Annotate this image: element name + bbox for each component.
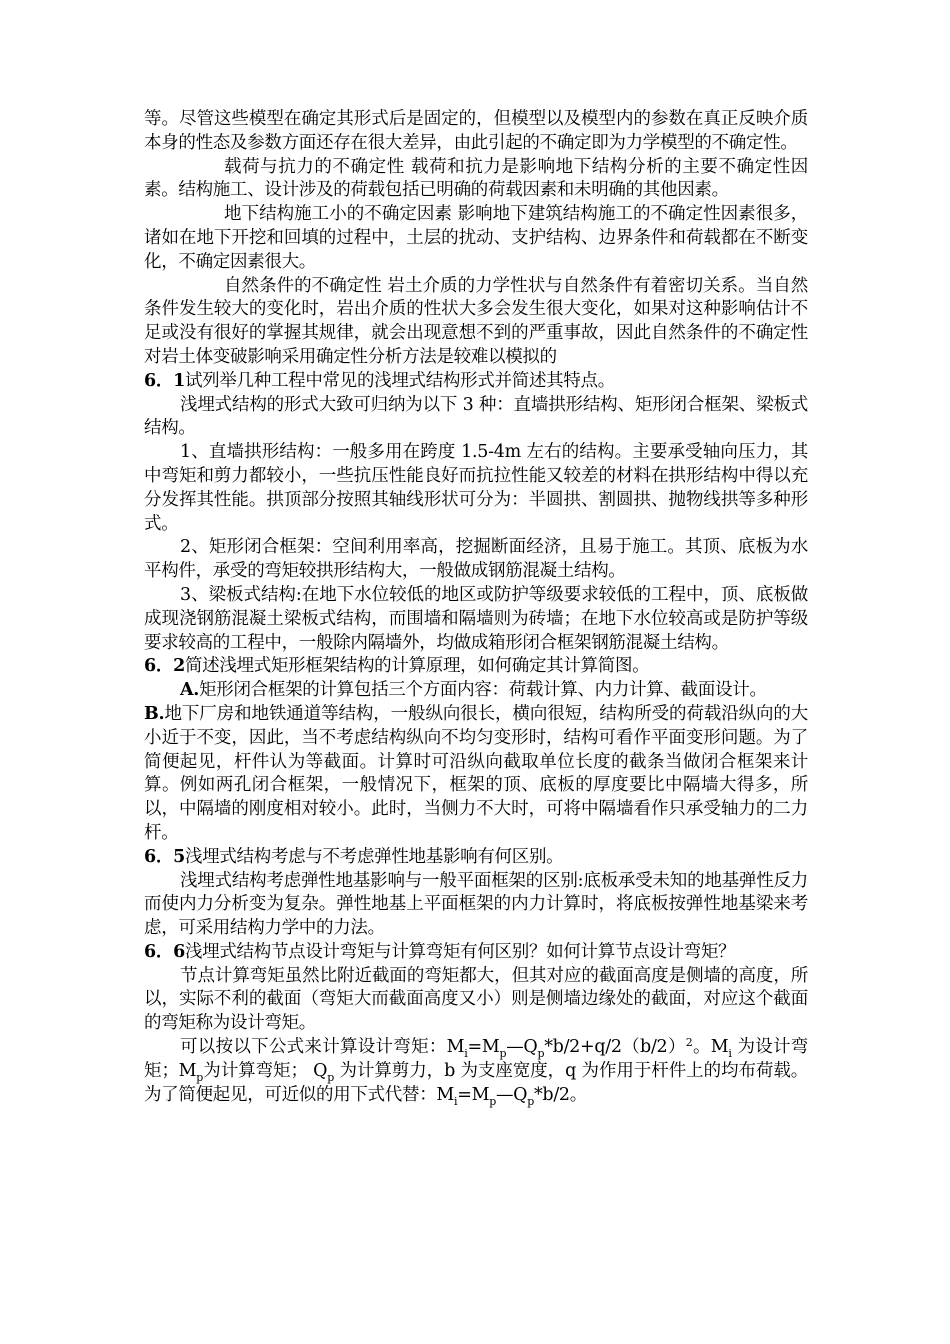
formula-text: *b/2+q/2（b/2） [544,1037,686,1058]
answer-6-2-a [144,679,808,703]
formula-text: 。M [692,1037,729,1058]
question-text: 试列举几种工程中常见的浅埋式结构形式并简述其特点。 [184,370,615,391]
answer-6-1-intro: 浅埋式结构的形式大致可归纳为以下 3 种：直墙拱形结构、矩形闭合框架、梁板式结构。 [144,394,808,439]
question-6-6 [144,941,808,965]
answer-6-6-formula [144,1036,808,1107]
answer-6-2-b [144,703,808,846]
document-page [144,108,808,1107]
question-6-5 [144,846,808,870]
formula-text: =M [457,1084,490,1105]
formula-text: 为计算弯矩； Q [203,1060,328,1081]
answer-6-1-item-3: 3、梁板式结构:在地下水位较低的地区或防护等级要求较低的工程中，顶、底板做成现浇钢筋混凝土梁板式结构，而围墙和隔墙则为砖墙；在地下水位较高或是防护等级要求较高的工程中，一般除内隔墙外，均做成箱形闭合框架钢筋混凝土结构。 [144,584,808,653]
formula-text: 可以按以下公式来计算设计弯矩：M [180,1037,465,1058]
answer-6-6-part-1: 节点计算弯矩虽然比附近截面的弯矩都大，但其对应的截面高度是侧墙的高度，所以，实际不利的截面（弯矩大而截面高度又小）则是侧墙边缘处的截面，对应这个截面的弯矩称为设计弯矩。 [144,965,808,1034]
question-number: 6．1 [144,370,185,391]
question-text: 简述浅埋式矩形框架结构的计算原理，如何确定其计算简图。 [184,656,650,677]
answer-6-1-item-2: 2、矩形闭合框架：空间利用率高，挖掘断面经济，且易于施工。其顶、底板为水平构件，承受的弯矩较拱形结构大，一般做成钢筋混凝土结构。 [144,537,808,582]
formula-text: *b/2。 [533,1084,587,1105]
formula-text: 为设计弯矩；M [144,1037,809,1081]
superscript: 2 [685,1036,693,1050]
formula-text: =M [467,1037,500,1058]
item-text: 地下厂房和地铁通道等结构，一般纵向很长，横向很短，结构所受的荷载沿纵向的大小近于不变，因此，当不考虑结构纵向不均匀变形时，结构可看作平面变形问题。为了简便起见，杆件认为等截面。计算时可沿纵向截取单位长度的截条当做闭合框架来计算。例如两孔闭合框架，一般情况下，框架的顶、底板的厚度要比中隔墙大得多，所以，中隔墙的刚度相对较小。此时，当侧力不大时，可将中隔墙看作只承受轴力的二力杆。 [144,703,808,843]
item-text: 矩形闭合框架的计算包括三个方面内容：荷载计算、内力计算、截面设计。 [199,680,767,701]
paragraph-construction-uncertainty: 地下结构施工小的不确定因素 影响地下建筑结构施工的不确定性因素很多，诸如在地下开挖和回填的过程中，土层的扰动、支护结构、边界条件和荷载都在不断变化，不确定因素很大。 [144,204,808,272]
subscript: p [489,1094,496,1108]
question-text: 浅埋式结构节点设计弯矩与计算弯矩有何区别？如何计算节点设计弯矩？ [184,941,736,962]
subscript: i [728,1047,732,1061]
question-number: 6．5 [144,846,185,867]
answer-6-1-item-1: 1、直墙拱形结构：一般多用在跨度 1.5-4m 左右的结构。主要承受轴向压力，其中弯矩和剪力都较小，一些抗压性能良好而抗拉性能又较差的材料在拱形结构中得以充分发挥其性能。拱顶部分按照其轴线形状可分为：半圆拱、割圆拱、抛物线拱等多种形式。 [144,442,808,534]
subscript: p [527,1094,534,1108]
question-6-1 [144,370,808,394]
subscript: p [327,1070,334,1084]
question-number: 6．2 [144,656,185,677]
item-label: A. [180,680,200,701]
question-text: 浅埋式结构考虑与不考虑弹性地基影响有何区别。 [184,846,564,867]
question-number: 6．6 [144,941,185,962]
formula-text: 为计算剪力，b 为支座宽度，q 为作用于杆件上的均布荷载。为了简便起见，可近似的用下式代替：M [144,1060,808,1105]
paragraph-natural-uncertainty: 自然条件的不确定性 岩土介质的力学性状与自然条件有着密切关系。当自然条件发生较大的变化时，岩出介质的性状大多会发生很大变化，如果对这种影响估计不足或没有很好的掌握其规律，就会出现意想不到的严重事故，因此自然条件的不确定性对岩土体变破影响采用确定性分析方法是较难以模拟的 [144,275,808,367]
formula-text: —Q [506,1037,538,1058]
question-6-2 [144,655,808,679]
item-label: B. [144,703,165,724]
subscript: p [537,1047,545,1061]
subscript: p [196,1070,204,1084]
subscript: i [454,1094,458,1108]
formula-text: —Q [495,1084,528,1105]
answer-6-5: 浅埋式结构考虑弹性地基影响与一般平面框架的区别:底板承受未知的地基弹性反力而使内力分析变为复杂。弹性地基上平面框架的内力计算时，将底板按弹性地基梁来考虑，可采用结构力学中的力法。 [144,870,808,939]
subscript: p [499,1047,507,1061]
paragraph-model-uncertainty: 等。尽管这些模型在确定其形式后是固定的，但模型以及模型内的参数在真正反映介质本身的性态及参数方面还存在很大差异，由此引起的不确定即为力学模型的不确定性。 [144,109,808,153]
paragraph-load-uncertainty: 载荷与抗力的不确定性 载荷和抗力是影响地下结构分析的主要不确定性因素。结构施工、设计涉及的荷载包括已明确的荷载因素和未明确的其他因素。 [144,156,808,201]
subscript: i [464,1047,468,1061]
